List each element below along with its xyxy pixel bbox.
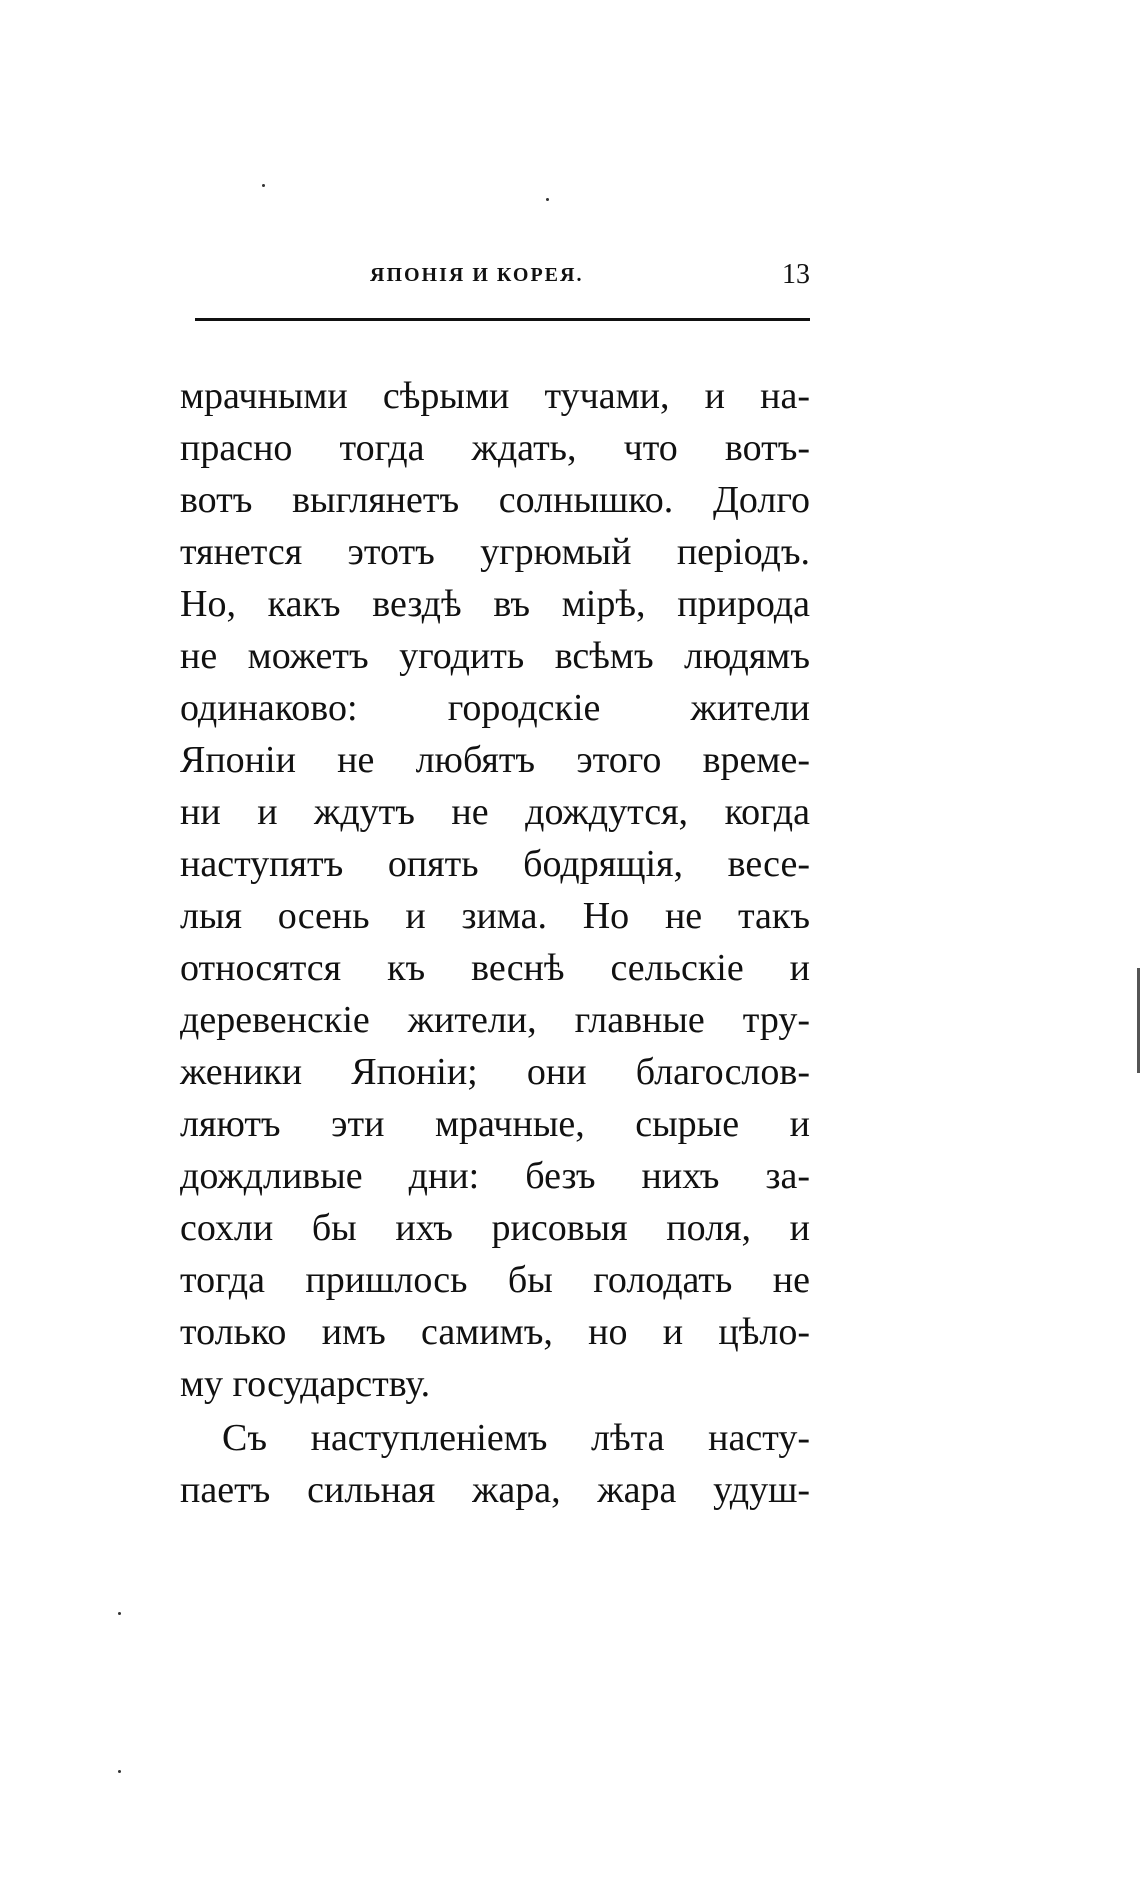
text-line: только имъ самимъ, но и цѣло- [180,1311,810,1353]
text-line: мрачными сѣрыми тучами, и на- [180,375,810,417]
text-line: ни и ждутъ не дождутся, когда [180,791,810,833]
text-line: относятся къ веснѣ сельскіе и [180,947,810,989]
paper-speck [262,184,265,187]
text-line: наступятъ опять бодрящія, весе- [180,843,810,885]
page-number: 13 [782,259,810,290]
body-text [180,370,810,1516]
paper-speck [118,1612,121,1615]
running-head [180,259,810,298]
text-line: лыя осень и зима. Но не такъ [180,895,810,937]
text-line: Но, какъ вездѣ въ мірѣ, природа [180,583,810,625]
text-line: дождливые дни: безъ нихъ за- [180,1155,810,1197]
text-line: ляютъ эти мрачные, сырые и [180,1103,810,1145]
text-line: прасно тогда ждать, что вотъ- [180,427,810,469]
paragraph-start-line: Съ наступленіемъ лѣта насту- [222,1417,810,1459]
text-line: Японіи не любятъ этого време- [180,739,810,781]
paper-speck [546,198,549,201]
paragraph-end-line: му государству. [180,1363,431,1405]
header-rule [195,318,810,321]
text-line: паетъ сильная жара, жара удуш- [180,1469,810,1511]
text-line: деревенскіе жители, главные тру- [180,999,810,1041]
text-line: тогда пришлось бы голодать не [180,1259,810,1301]
text-line: сохли бы ихъ рисовыя поля, и [180,1207,810,1249]
running-title: ЯПОНІЯ И КОРЕЯ. [370,264,584,286]
text-line: тянется этотъ угрюмый періодъ. [180,531,810,573]
text-line: одинаково: городскіе жители [180,687,810,729]
text-line: женики Японіи; они благослов- [180,1051,810,1093]
text-line: вотъ выглянетъ солнышко. Долго [180,479,810,521]
text-line: не можетъ угодить всѣмъ людямъ [180,635,810,677]
paper-speck [118,1770,121,1773]
